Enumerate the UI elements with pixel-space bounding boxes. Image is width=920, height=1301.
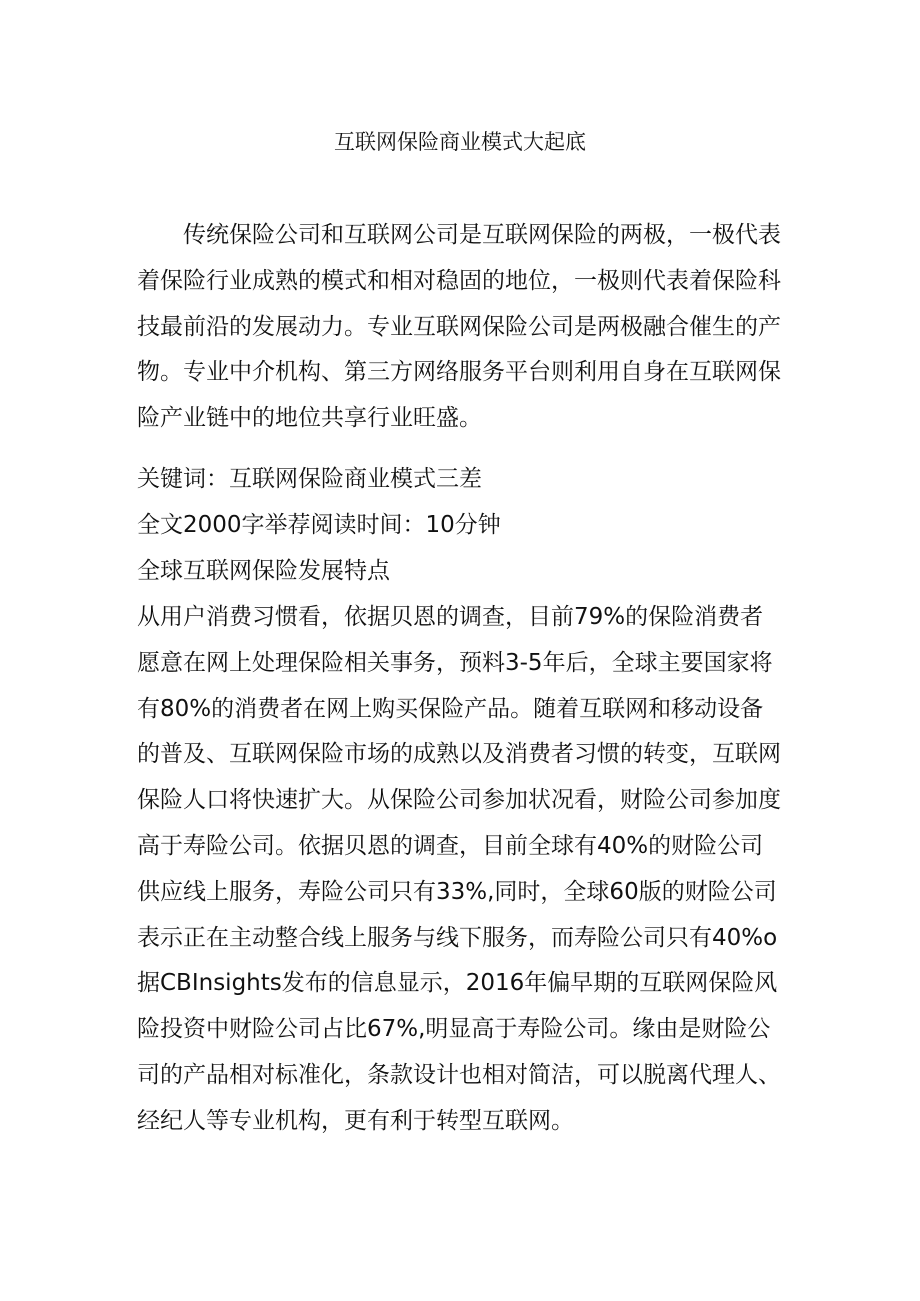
reading-time-line: 全文2000字举荐阅读时间：10分钟 xyxy=(137,512,501,538)
abstract-paragraph: 传统保险公司和互联网公司是互联网保险的两极，一极代表着保险行业成熟的模式和相对稳固的地位，一极则代表着保险科技最前沿的发展动力。专业互联网保险公司是两极融合催生的产物。专业中介机构、第三方网络服务平台则利用自身在互联网保险产业链中的地位共享行业旺盛。 xyxy=(137,222,781,432)
body-paragraph: 从用户消费习惯看，依据贝恩的调查，目前79%的保险消费者愿意在网上处理保险相关事务，预料3-5年后，全球主要国家将有80%的消费者在网上购买保险产品。随着互联网和移动设备的普及、互联网保险市场的成熟以及消费者习惯的转变，互联网保险人口将快速扩大。从保险公司参加状况看，财险公司参加度高于寿险公司。依据贝恩的调查，目前全球有40%的财险公司供应线上服务，寿险公司只有33%,同时，全球60版的财险公司表示正在主动整合线上服务与线下服务，而寿险公司只有40%o据CBInsights发布的信息显示，2016年偏早期的互联网保险风险投资中财险公司占比67%,明显高于寿险公司。缘由是财险公司的产品相对标准化，条款设计也相对简洁，可以脱离代理人、经纪人等专业机构，更有利于转型互联网。 xyxy=(137,604,781,1134)
document-title: 互联网保险商业模式大起底 xyxy=(334,130,586,154)
keywords-line: 关键词：互联网保险商业模式三差 xyxy=(137,466,482,492)
section-heading: 全球互联网保险发展特点 xyxy=(137,558,390,584)
